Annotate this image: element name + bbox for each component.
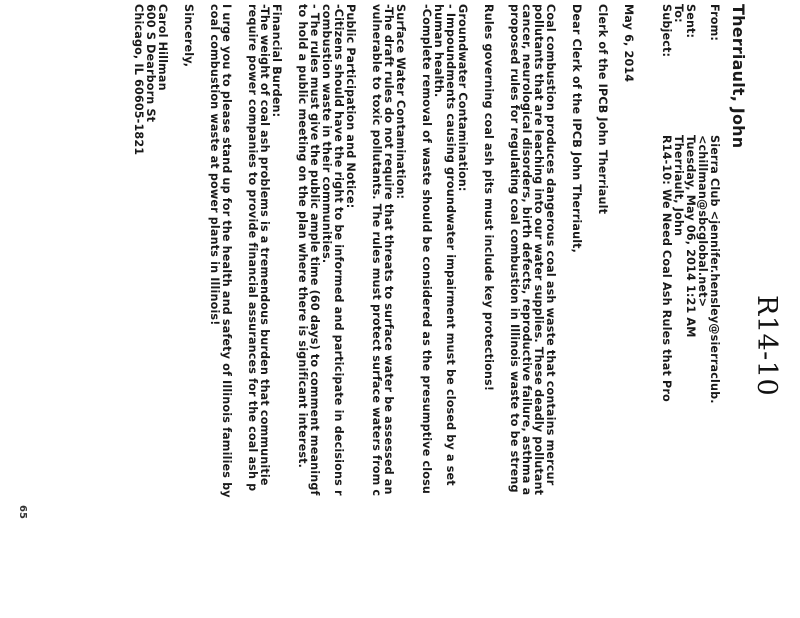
sent-label: Sent: xyxy=(684,4,697,39)
groundwater-heading: Groundwater Contamination: xyxy=(456,4,469,192)
closing-line: coal combustion waste at power plants in Illinois! xyxy=(208,4,221,326)
from-value: Sierra Club <jennifer.hensley@sierraclub. xyxy=(708,135,721,404)
intro-line: proposed rules for regulating coal combustion in Illinois waste to be streng xyxy=(508,4,521,493)
participation-line: combustion waste in their communities. xyxy=(320,4,333,264)
intro-line: Coal combustion produces dangerous coal ash waste that contains mercur xyxy=(544,4,557,486)
participation-line: to hold a public meeting on the plan where there is significant interest. xyxy=(296,4,309,469)
addressee: Clerk of the IPCB John Therriault xyxy=(596,4,609,215)
surface-water-line: vulnerable to toxic pollutants. The rules must protect surface waters from c xyxy=(370,4,383,497)
signature-street: 600 S Dearborn St xyxy=(144,4,157,123)
intro-line: pollutants that are leaching into our water supplies. These deadly pollutant xyxy=(532,4,545,496)
groundwater-line: -Complete removal of waste should be considered as the presumptive closu xyxy=(420,4,433,495)
financial-heading: Financial Burden: xyxy=(270,4,283,118)
participation-line: -Citizens should have the right to be informed and participate in decisions r xyxy=(332,4,345,496)
key-protections-line: Rules governing coal ash pits must include key protections! xyxy=(482,4,495,392)
salutation: Dear Clerk of the IPCB John Therriault, xyxy=(570,4,583,254)
participation-line: - The rules must give the public ample time (60 days) to comment meaningf xyxy=(308,4,321,496)
participation-heading: Public Participation and Notice: xyxy=(344,4,357,209)
letter-date: May 6, 2014 xyxy=(622,4,635,83)
signature-city: Chicago, IL 60605-1821 xyxy=(132,4,145,156)
signature-name: Carol Hillman xyxy=(156,4,169,91)
signoff: Sincerely, xyxy=(182,4,195,68)
to-value: Therriault, John xyxy=(672,135,685,237)
intro-line: cancer, neurological disorders, birth defects, reproductive failure, asthma a xyxy=(520,4,533,496)
sent-value: Tuesday, May 06, 2014 1:21 AM xyxy=(684,135,697,338)
page-number: 65 xyxy=(17,505,28,519)
financial-line: require power companies to provide financial assurances for the coal ash p xyxy=(246,4,259,492)
surface-water-heading: Surface Water Contamination: xyxy=(394,4,407,200)
sender-name: Therriault, John xyxy=(729,4,748,149)
docket-stamp: R14-10 xyxy=(751,295,782,397)
from-value-email: <chillman@sbcglobal.net> xyxy=(696,135,709,308)
groundwater-line: human health. xyxy=(432,4,445,98)
surface-water-line: -The draft rules do not require that threats to surface water be assessed an xyxy=(382,4,395,495)
to-label: To: xyxy=(672,4,685,23)
financial-line: -The weight of coal ash problems is a tremendous burden that communitie xyxy=(258,4,271,486)
subject-label: Subject: xyxy=(660,4,673,58)
subject-value: R14-10: We Need Coal Ash Rules that Pro xyxy=(660,135,673,402)
closing-line: I urge you to please stand up for the health and safety of Illinois families by xyxy=(220,4,233,498)
from-label: From: xyxy=(708,4,721,42)
groundwater-line: - Impoundments causing groundwater impairment must be closed by a set xyxy=(444,4,457,486)
